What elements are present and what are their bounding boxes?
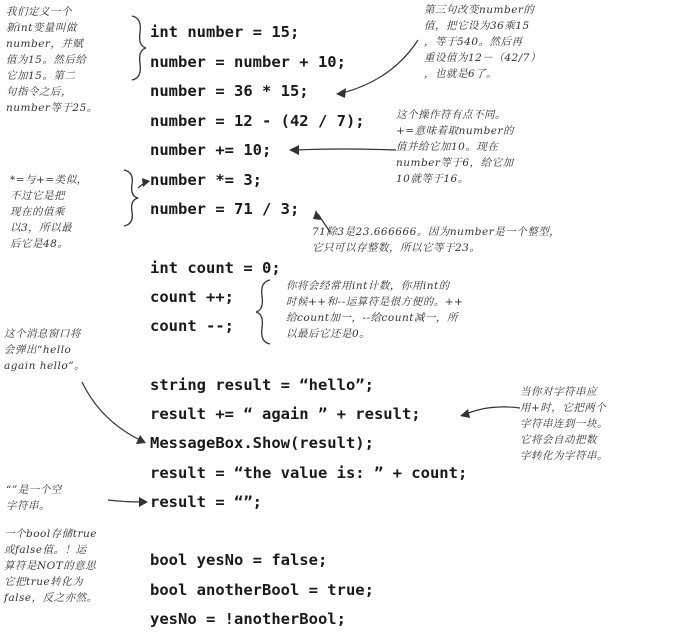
note-divide: 71除3是23.666666。因为number是一个整型， 它只可以存整数，所以它等于23。 xyxy=(312,226,561,254)
code-line: result = “the value is: ” + count; xyxy=(150,464,468,482)
code-line: count --; xyxy=(150,317,234,335)
note-times-equals: *=与+=类似， 不过它是把 现在的值乘 以3，所以最 后它是48。 xyxy=(10,174,88,250)
code-line: count ++; xyxy=(150,288,234,306)
note-third-statement: 第三句改变number的 值，把它设为36乘15 ，等于540。然后再 重设值为12－（42/7） ，也就是6了。 xyxy=(424,4,541,80)
code-line: bool yesNo = false; xyxy=(150,551,328,569)
arrow-messagebox xyxy=(82,382,140,440)
note-empty-string: “”是一个空 字符串。 xyxy=(6,484,62,512)
code-line: yesNo = !anotherBool; xyxy=(150,610,346,628)
brace-declare xyxy=(132,16,146,80)
code-line: number = 71 / 3; xyxy=(150,200,300,218)
arrow-third-statement xyxy=(342,40,418,93)
code-line: int count = 0; xyxy=(150,259,281,277)
code-line: string result = “hello”; xyxy=(150,376,374,394)
brace-counting xyxy=(256,280,270,344)
code-line: result += “ again ” + result; xyxy=(150,405,421,423)
code-line: number = 12 - (42 / 7); xyxy=(150,112,365,130)
code-line: MessageBox.Show(result); xyxy=(150,434,374,452)
code-line: bool anotherBool = true; xyxy=(150,581,374,599)
note-plus-equals: 这个操作符有点不同。 +=意味着取number的 值并给它加10。现在 number等于6，给它加 10就等于16。 xyxy=(396,109,515,185)
code-line: number += 10; xyxy=(150,141,272,159)
code-line: int number = 15; xyxy=(150,23,300,41)
note-bool: 一个bool存储true 或false值。！运 算符是NOT的意思 它把true转化为 false，反之亦然。 xyxy=(4,528,98,604)
code-line: result = “”; xyxy=(150,493,262,511)
note-counting: 你将会经常用int计数，你用int的 时候++和--运算符是很方便的。++ 给count加一，--给count减一，所 以最后它还是0。 xyxy=(286,280,464,340)
brace-times-equals xyxy=(124,170,138,226)
code-line: number *= 3; xyxy=(150,171,262,189)
arrow-plus-equals xyxy=(296,149,396,150)
note-messagebox: 这个消息窗口将 会弹出“hello again hello”。 xyxy=(4,328,86,372)
arrow-empty-string xyxy=(108,500,142,502)
note-string-concat: 当你对字符串应 用+时，它把两个 字符串连到一块。 它将会自动把数 字转化为字符串。 xyxy=(520,386,608,462)
code-line: number = number + 10; xyxy=(150,53,346,71)
arrow-string-concat xyxy=(466,407,520,414)
code-line: number = 36 * 15; xyxy=(150,82,309,100)
note-declare: 我们定义一个 新int变量叫做 number，并赋 值为15。然后给 它加15。第二 句指令之后， number等于25。 xyxy=(6,6,98,114)
